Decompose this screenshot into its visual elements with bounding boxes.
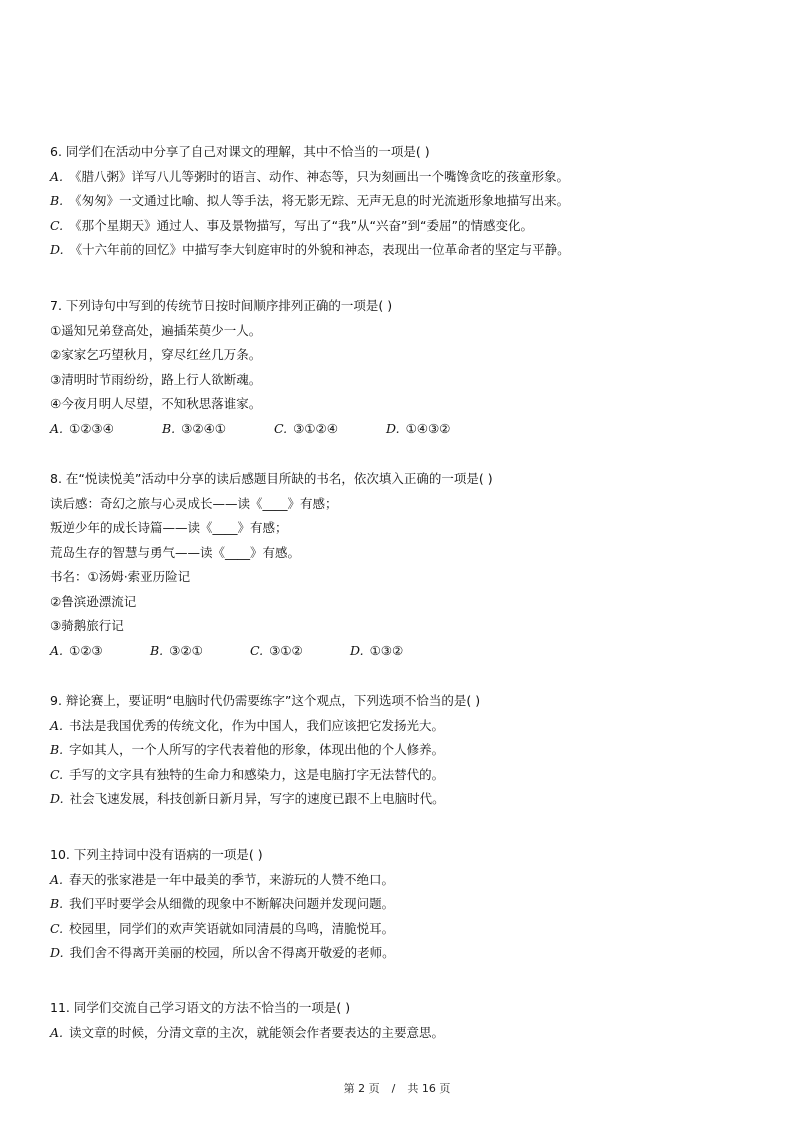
- option-a: [50, 165, 750, 190]
- option-a: [50, 868, 750, 893]
- question-stem: 7. 下列诗句中写到的传统节日按时间顺序排列正确的一项是( ): [50, 298, 393, 313]
- option-text: ③①②④: [293, 420, 338, 436]
- text-line: 叛逆少年的成长诗篇——读《____》有感；: [50, 520, 288, 535]
- question-stem: 10. 下列主持词中没有语病的一项是( ): [50, 847, 263, 862]
- question-stem: 8. 在“悦读悦美”活动中分享的读后感题目所缺的书名，依次填入正确的一项是( ): [50, 471, 493, 486]
- option-d: [50, 941, 750, 966]
- question-6: [50, 140, 750, 263]
- question-7: [50, 294, 750, 441]
- option-a: [50, 639, 150, 664]
- option-letter: B.: [50, 193, 64, 208]
- poem-line: ①遥知兄弟登高处，遍插茱萸少一人。: [50, 322, 262, 338]
- option-c: [50, 917, 750, 942]
- option-a: [50, 1021, 750, 1046]
- option-text: ①③②: [369, 642, 404, 658]
- option-text: ①④③②: [405, 420, 451, 436]
- option-letter: A.: [50, 717, 64, 733]
- option-d: [350, 639, 450, 664]
- option-letter: A.: [50, 1024, 64, 1040]
- option-letter: C.: [50, 766, 64, 782]
- option-letter: A.: [50, 871, 64, 887]
- text-line: ②鲁滨逊漂流记: [50, 593, 137, 609]
- option-letter: D.: [350, 642, 364, 658]
- option-text: 手写的文字具有独特的生命力和感染力，这是电脑打字无法替代的。: [69, 766, 445, 782]
- question-11: [50, 996, 750, 1045]
- option-text: ③②①: [169, 642, 203, 658]
- total-pages: 共 16 页: [407, 1082, 451, 1095]
- text-line: 荒岛生存的智慧与勇气——读《____》有感。: [50, 544, 301, 560]
- question-stem: 6. 同学们在活动中分享了自己对课文的理解，其中不恰当的一项是( ): [50, 144, 430, 159]
- question-9: [50, 689, 750, 812]
- option-d: [50, 238, 750, 263]
- option-letter: B.: [50, 896, 64, 911]
- option-b: [162, 417, 274, 442]
- poem-line: ④今夜月明人尽望，不知秋思落谁家。: [50, 396, 262, 411]
- question-stem: 9. 辩论赛上，要证明“电脑时代仍需要练字”这个观点，下列选项不恰当的是( ): [50, 693, 481, 708]
- option-c: [274, 417, 386, 442]
- option-text: ①②③: [69, 642, 103, 658]
- option-letter: C.: [50, 920, 64, 936]
- option-text: 读文章的时候，分清文章的主次，就能领会作者要表达的主要意思。: [69, 1024, 445, 1040]
- option-text: 我们舍不得离开美丽的校园，所以舍不得离开敬爱的老师。: [69, 945, 395, 960]
- option-text: ①②③④: [69, 420, 114, 436]
- option-text: 社会飞速发展，科技创新日新月异，写字的速度已跟不上电脑时代。: [69, 791, 445, 806]
- text-line: 书名：①汤姆·索亚历险记: [50, 569, 191, 584]
- option-letter: A.: [50, 420, 64, 436]
- option-c: [250, 639, 350, 664]
- option-d: [50, 787, 750, 812]
- option-c: [50, 763, 750, 788]
- inline-options: [50, 639, 750, 664]
- option-letter: C.: [250, 642, 264, 658]
- question-8: [50, 467, 750, 663]
- option-letter: D.: [50, 945, 64, 960]
- page-footer: [0, 1080, 794, 1096]
- inline-options: [50, 417, 750, 442]
- option-letter: B.: [162, 420, 176, 436]
- option-letter: B.: [50, 742, 64, 757]
- question-10: [50, 843, 750, 966]
- poem-line: ②家家乞巧望秋月，穿尽红丝几万条。: [50, 347, 262, 362]
- option-b: [50, 892, 750, 917]
- option-letter: A.: [50, 168, 64, 184]
- option-letter: C.: [274, 420, 288, 436]
- option-c: [50, 214, 750, 239]
- text-line: ③骑鹅旅行记: [50, 618, 124, 633]
- option-text: 我们平时要学会从细微的现象中不断解决问题并发现问题。: [69, 896, 395, 911]
- option-text: ③①②: [269, 642, 303, 658]
- poem-line: ③清明时节雨纷纷，路上行人欲断魂。: [50, 371, 262, 387]
- option-text: 春天的张家港是一年中最美的季节，来游玩的人赞不绝口。: [69, 871, 395, 887]
- option-letter: D.: [50, 242, 64, 257]
- question-stem: 11. 同学们交流自己学习语文的方法不恰当的一项是( ): [50, 1000, 351, 1015]
- option-b: [50, 738, 750, 763]
- option-text: 《腊八粥》详写八儿等粥时的语言、动作、神态等，只为刻画出一个嘴馋贪吃的孩童形象。: [69, 168, 570, 184]
- option-text: ③②④①: [181, 420, 226, 436]
- option-b: [50, 189, 750, 214]
- option-text: 《匆匆》一文通过比喻、拟人等手法，将无影无踪、无声无息的时光流逝形象地描写出来。: [69, 193, 570, 208]
- option-letter: A.: [50, 642, 64, 658]
- page-number: 第 2 页: [343, 1082, 380, 1095]
- option-a: [50, 417, 162, 442]
- page-separator: /: [391, 1082, 396, 1095]
- option-text: 《十六年前的回忆》中描写李大钊庭审时的外貌和神态，表现出一位革命者的坚定与平静。: [69, 242, 570, 257]
- option-letter: D.: [386, 420, 400, 436]
- option-text: 书法是我国优秀的传统文化，作为中国人，我们应该把它发扬光大。: [69, 717, 445, 733]
- text-line: 读后感：奇幻之旅与心灵成长——读《____》有感；: [50, 495, 338, 511]
- option-letter: C.: [50, 217, 64, 233]
- option-text: 《那个星期天》通过人、事及景物描写，写出了“我”从“兴奋”到“委屈”的情感变化。: [69, 217, 533, 233]
- option-d: [386, 417, 498, 442]
- option-letter: B.: [150, 642, 164, 658]
- option-text: 校园里，同学们的欢声笑语就如同清晨的鸟鸣，清脆悦耳。: [69, 920, 395, 936]
- option-text: 字如其人，一个人所写的字代表着他的形象，体现出他的个人修养。: [69, 742, 445, 757]
- option-b: [150, 639, 250, 664]
- option-a: [50, 714, 750, 739]
- option-letter: D.: [50, 791, 64, 806]
